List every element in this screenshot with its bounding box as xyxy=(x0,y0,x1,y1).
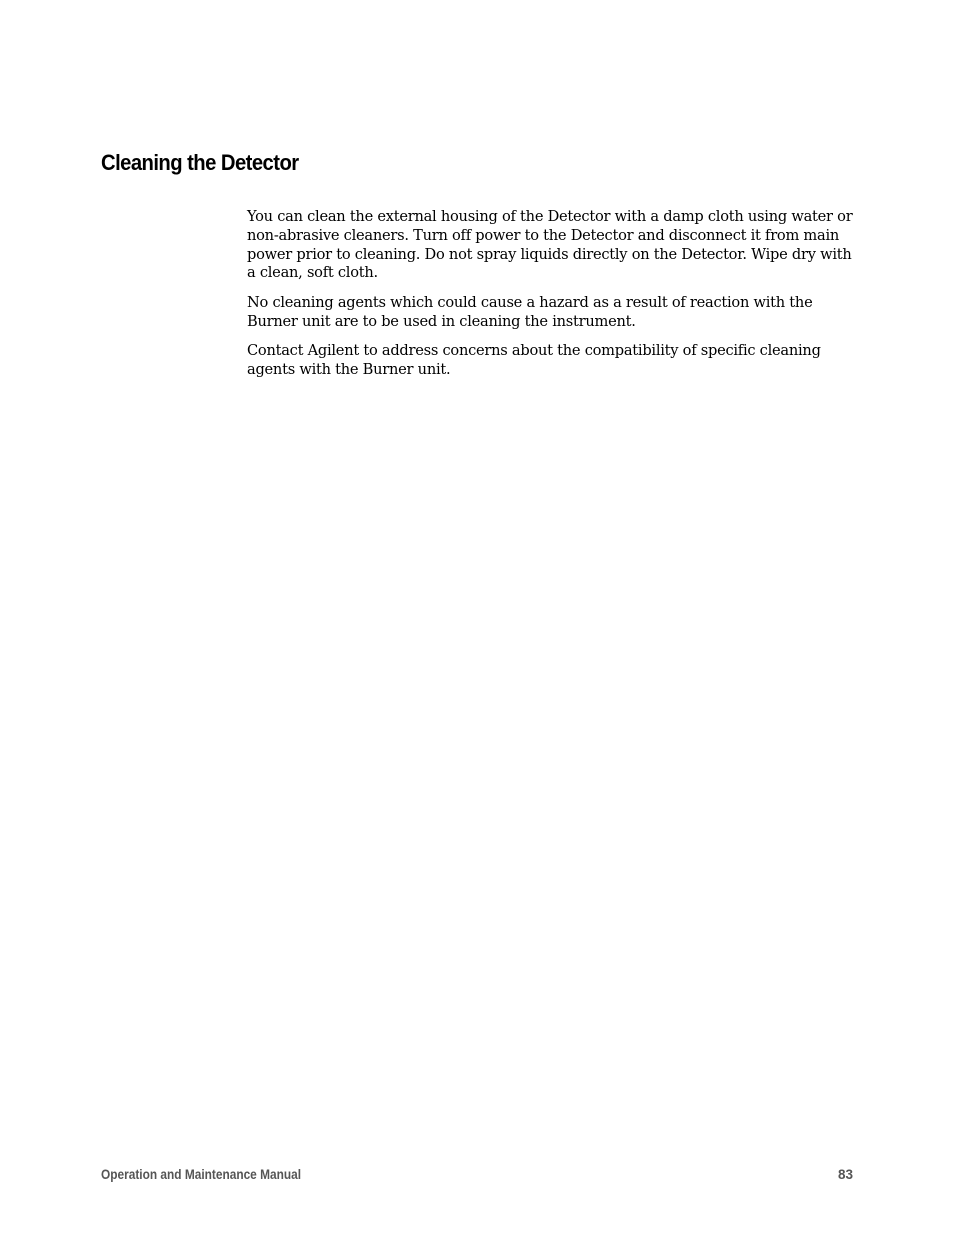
body-text xyxy=(247,208,859,390)
footer-manual-title: Operation and Maintenance Manual xyxy=(101,1167,302,1182)
section-title: Cleaning the Detector xyxy=(101,150,299,175)
footer-page-number: 83 xyxy=(837,1167,853,1182)
paragraph-contact-agilent: Contact Agilent to address concerns about the compatibility of specific cleaning agents with the Burner unit. xyxy=(247,341,821,378)
paragraph-cleaning-housing: You can clean the external housing of the Detector with a damp cloth using water or non-abrasive cleaners. Turn off power to the Detector and disconnect it from main power prior to cleaning. Do not spray liquids directly on the Detector. Wipe dry with a clean, soft cloth. xyxy=(247,208,853,282)
paragraph-cleaning-agents: No cleaning agents which could cause a hazard as a result of reaction with the Burner unit are to be used in cleaning the instrument. xyxy=(247,293,813,330)
